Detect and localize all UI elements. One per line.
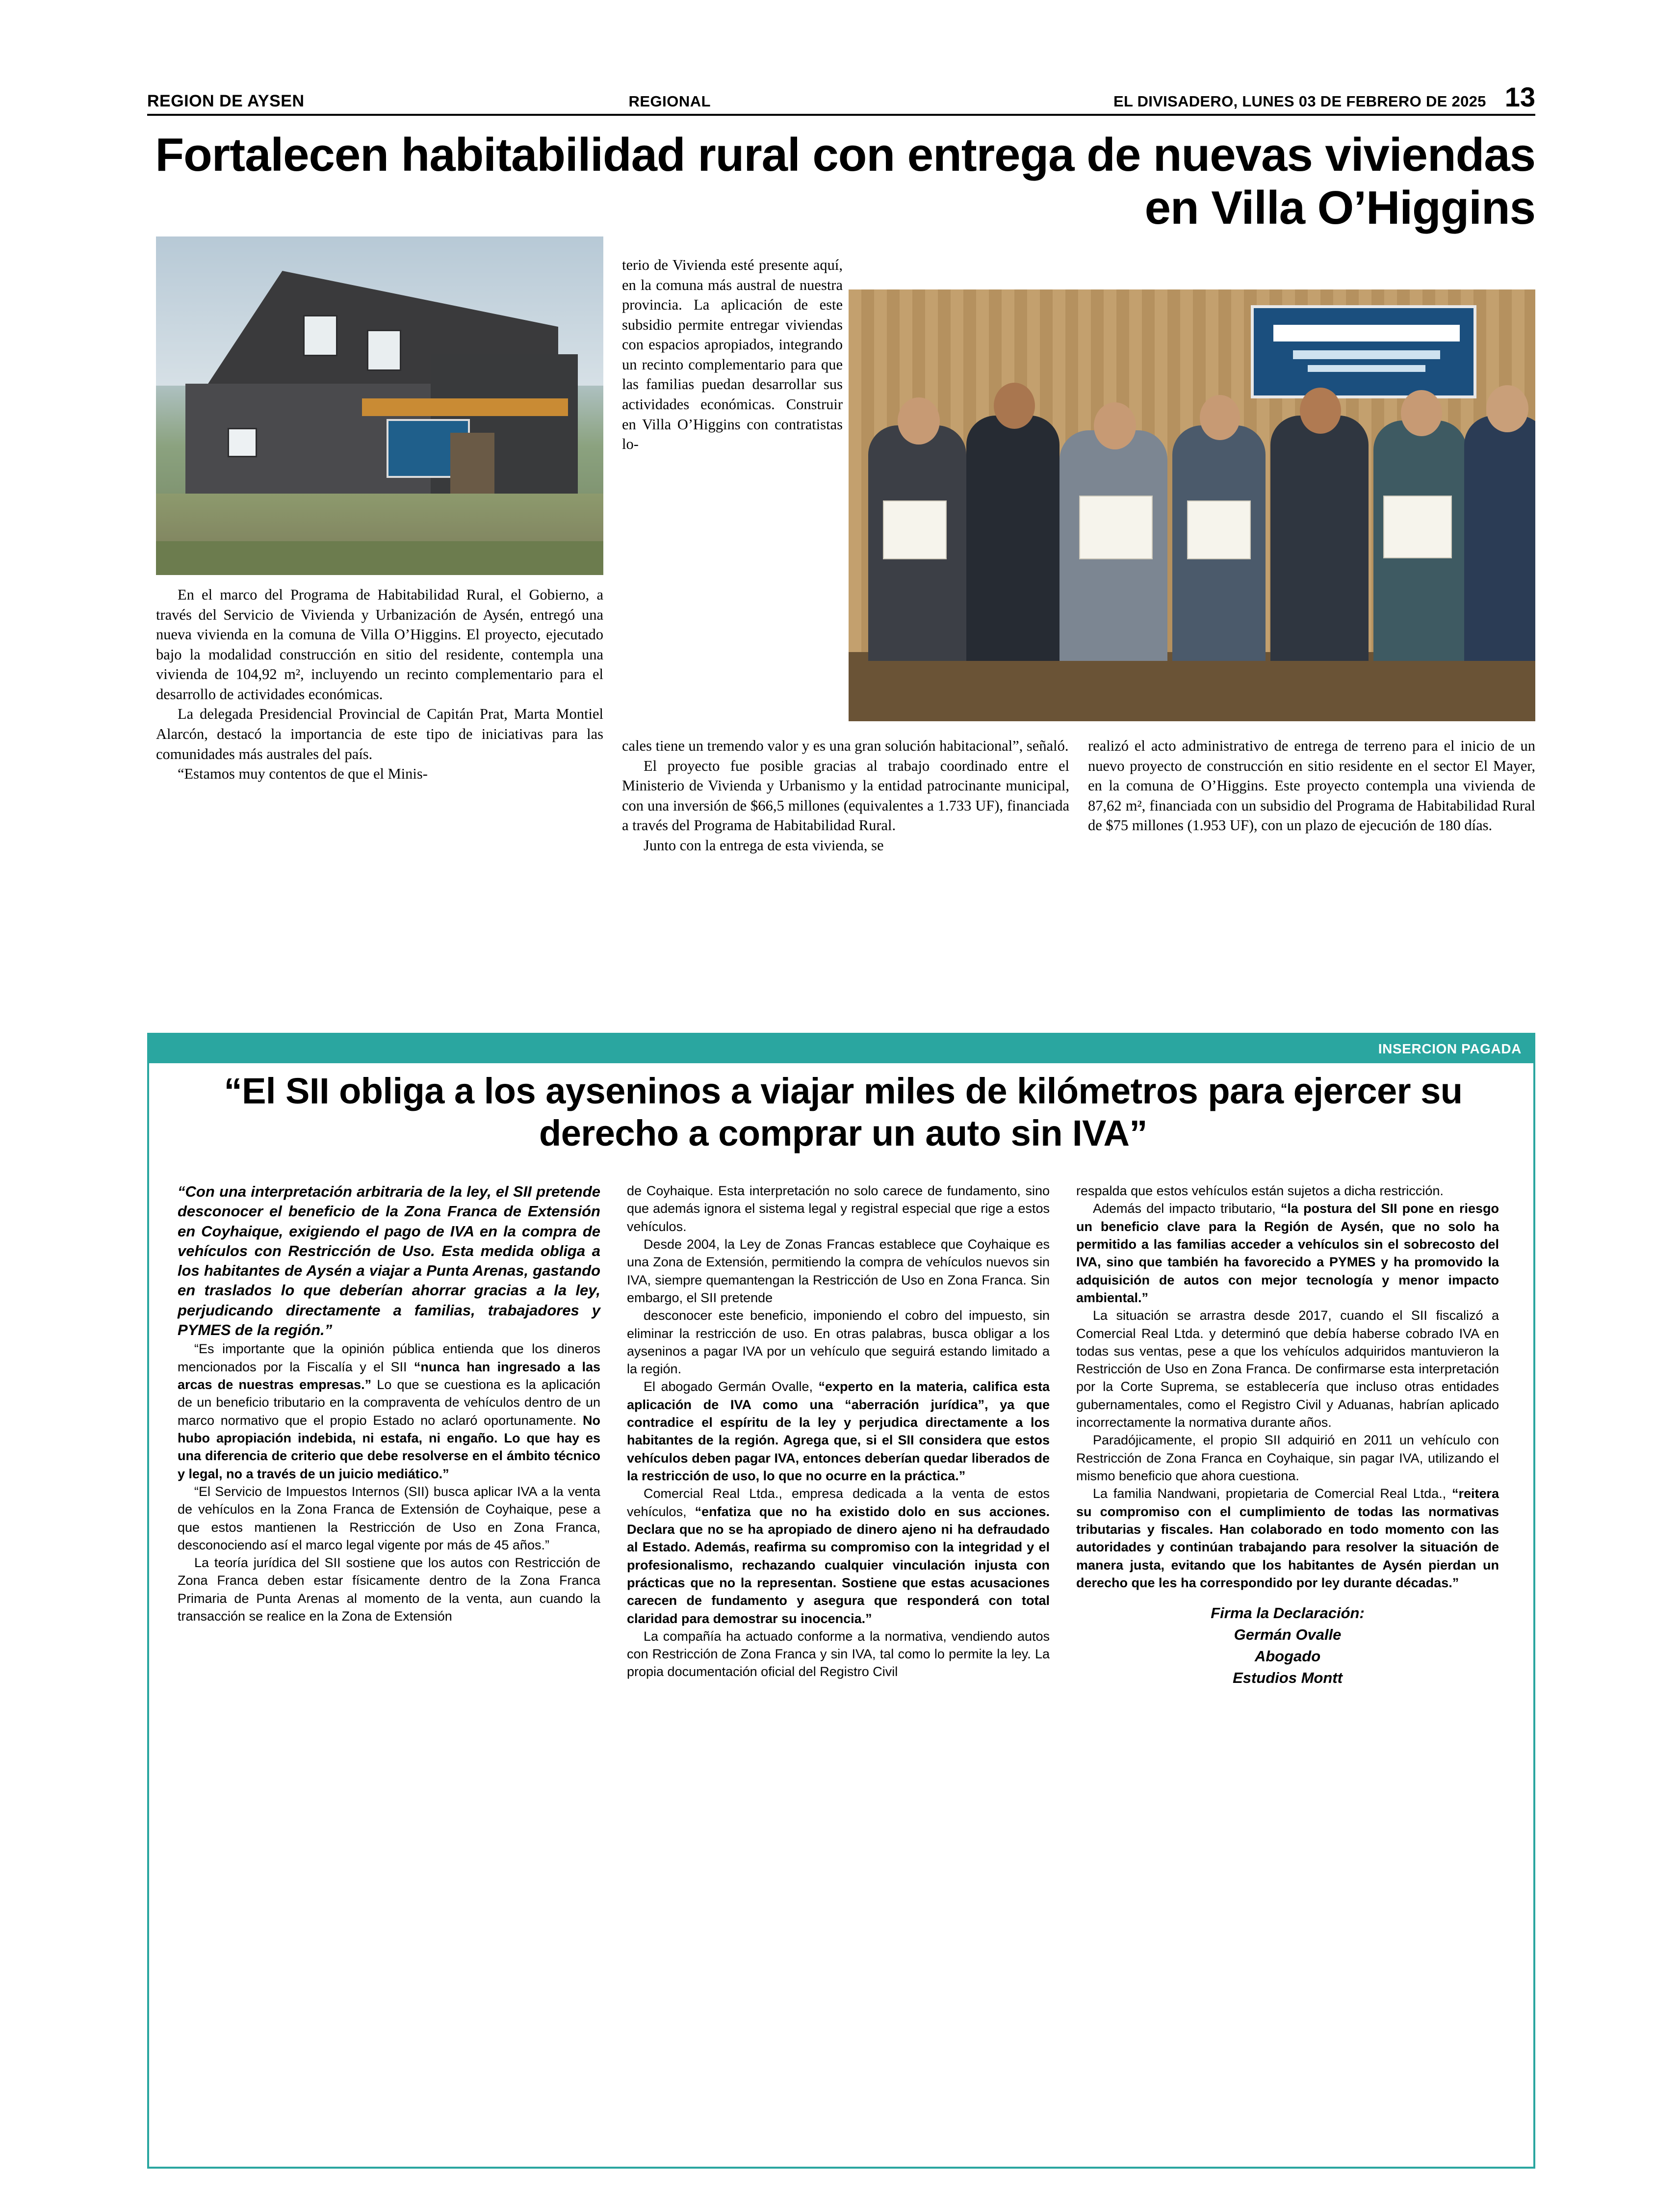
photo-window <box>303 315 337 356</box>
photo-person-head <box>1200 395 1240 440</box>
text-run: Lo que se cuestiona es la aplicación de un beneficio tributario en la compraventa de vehículos dentro de un marco normativo que el propio Estado no aclaró oportunamente. <box>178 1377 600 1428</box>
article-column-1 <box>156 585 603 784</box>
ad-column-3 <box>1076 1182 1499 2144</box>
article-column-3 <box>1088 736 1535 836</box>
photo-document <box>1079 496 1153 559</box>
paragraph: respalda que estos vehículos están sujetos a dicha restricción. <box>1076 1183 1444 1198</box>
photo-document <box>1187 500 1251 559</box>
ad-lead-paragraph: “Con una interpretación arbitraria de la ley, el SII pretende desconocer el beneficio de la Zona Franca de Extensión en Coyhaique, exigiendo el pago de IVA en la compra de vehículos con Restricción de Uso. Esta medida obliga a los habitantes de Aysén a viajar a Punta Arenas, gastando en traslados lo que deberían ahorrar gracias a la ley, perjudicando directamente a familias, trabajadores y PYMES de la región.” <box>178 1183 600 1339</box>
photo-banner-title <box>1273 325 1460 341</box>
article-column-2-top <box>622 255 843 454</box>
photo-person-head <box>898 397 940 445</box>
photo-document <box>883 500 947 559</box>
paragraph <box>1076 1200 1499 1307</box>
paragraph: desconocer este beneficio, imponiendo el cobro del impuesto, sin eliminar la restricción de uso. En otras palabras, busca obligar a los ayseninos a pagar IVA por un vehículo que seguirá estando limitado a la región. <box>627 1308 1050 1377</box>
paragraph: terio de Vivienda esté presente aquí, en la comuna más austral de nuestra provincia. La aplicación de este subsidio permite entregar viviendas con espacios apropiados, integrando un recinto complementario para que las familias puedan desarrollar sus actividades económicas. Construir en Villa O’Higgins con contratistas lo- <box>622 257 843 453</box>
photo-window <box>367 330 401 371</box>
page-title: Fortalecen habitabilidad rural con entrega de nuevas viviendas en Villa O’Higgins <box>155 129 1535 234</box>
photo-person <box>1270 416 1369 661</box>
photo-person-head <box>1401 390 1442 436</box>
text-run-bold: “la postura del SII pone en riesgo un beneficio clave para la Región de Aysén, que no solo ha permitido a las familias acceder a vehículos sin el sobrecosto del IVA, sino que también ha favorecido a PYMES y ha promovido la adquisición de autos con mejor tecnología y menor impacto ambiental.” <box>1076 1201 1499 1305</box>
photo-person-head <box>1094 402 1136 449</box>
text-run-bold: “reitera su compromiso con el cumplimiento de todas las normativas tributarias y fiscales. Han colaborado en todo momento con las autoridades y continúan trabajando para resolver la situación de manera justa, evitando que los habitantes de Aysén pierdan un derecho que les ha correspondido por ley durante décadas.” <box>1076 1486 1499 1590</box>
photo-grass <box>156 541 603 575</box>
paragraph: de Coyhaique. Esta interpretación no solo carece de fundamento, sino que además ignora el sistema legal y registral especial que rige a estos vehículos. <box>627 1183 1050 1234</box>
photo-document <box>1383 496 1452 558</box>
article-column-2 <box>622 736 1069 855</box>
group-photo <box>849 289 1535 721</box>
text-run-bold: No hubo apropiación indebida, ni estafa, ni engaño. Lo que hay es una diferencia de criterio que debe resolverse en el ámbito técnico y legal, no a través de un juicio mediático.” <box>178 1413 600 1481</box>
photo-person <box>966 416 1060 661</box>
text-run-bold: “experto en la materia, califica esta aplicación de IVA como una “aberración jurídica”, ya que contradice el espíritu de la ley y perjudica directamente a los habitantes de la región. Agrega que, si el SII considera que estos vehículos deben pagar IVA, entonces deberían quedar liberados de la restricción de uso, lo que no ocurre en la práctica.” <box>627 1379 1050 1483</box>
text-run: El abogado Germán Ovalle, <box>644 1379 819 1394</box>
paragraph <box>178 1340 600 1483</box>
paid-insertion-label: INSERCION PAGADA <box>149 1035 1533 1063</box>
paragraph <box>1076 1485 1499 1592</box>
signature-label: Firma la Declaración: <box>1211 1604 1365 1622</box>
paragraph: Paradójicamente, el propio SII adquirió en 2011 un vehículo con Restricción de Zona Franca en Coyhaique, sin pagar IVA, utilizando el mismo beneficio que ahora cuestiona. <box>1076 1433 1499 1483</box>
signature-name: Germán Ovalle <box>1234 1626 1342 1644</box>
signature-firm: Estudios Montt <box>1233 1669 1343 1687</box>
paragraph: La delegada Presidencial Provincial de Capitán Prat, Marta Montiel Alarcón, destacó la importancia de este tipo de iniciativas para las comunidades más australes del país. <box>156 706 603 762</box>
photo-person-head <box>1300 388 1341 434</box>
ad-column-1 <box>178 1182 600 2144</box>
paragraph: cales tiene un tremendo valor y es una gran solución habitacional”, señaló. <box>622 737 1069 754</box>
paragraph <box>627 1485 1050 1627</box>
photo-banner <box>1251 305 1476 398</box>
text-run: Comercial Real Ltda., empresa dedicada a la venta de estos vehículos, <box>627 1486 1050 1519</box>
ad-headline: “El SII obliga a los ayseninos a viajar miles de kilómetros para ejercer su derecho a comprar un auto sin IVA” <box>224 1071 1463 1153</box>
masthead-publication-date: EL DIVISADERO, LUNES 03 DE FEBRERO DE 2025 <box>1113 93 1486 110</box>
paragraph: En el marco del Programa de Habitabilidad Rural, el Gobierno, a través del Servicio de Vivienda y Urbanización de Aysén, entregó una nueva vivienda en la comuna de Villa O’Higgins. El proyecto, ejecutado bajo la modalidad construcción en sitio del residente, contempla una vivienda de 104,92 m², incluyendo un recinto complementario para el desarrollo de actividades económicas. <box>156 586 603 703</box>
paragraph: El proyecto fue posible gracias al trabajo coordinado entre el Ministerio de Vivienda y Urbanismo y la entidad patrocinante municipal, con una inversión de $66,5 millones (equivalentes a 1.733 UF), financiada a través del Programa de Habitabilidad Rural. <box>622 757 1069 834</box>
photo-window <box>228 428 257 457</box>
ad-column-2 <box>627 1182 1050 2144</box>
paragraph: “Estamos muy contentos de que el Minis- <box>178 765 428 783</box>
photo-floor <box>849 652 1535 721</box>
text-run: Además del impacto tributario, <box>1093 1201 1281 1216</box>
paragraph: Junto con la entrega de esta vivienda, se <box>644 837 884 854</box>
paid-insertion-box <box>147 1033 1535 2169</box>
masthead-section-left: REGION DE AYSEN <box>147 92 305 110</box>
signature-role: Abogado <box>1254 1648 1321 1665</box>
photo-person-head <box>994 383 1035 429</box>
page-number: 13 <box>1504 81 1535 112</box>
paragraph: La situación se arrastra desde 2017, cuando el SII fiscalizó a Comercial Real Ltda. y determinó que debía haberse cobrado IVA en todas sus ventas, pese a que los vehículos adquiridos mantuvieron la Restricción de Uso en Zona Franca. De confirmarse esta interpretación por la Corte Suprema, se establecería que incluso otras entidades gubernamentales, como el Registro Civil y Aduanas, habrían aplicado incorrectamente la normativa durante años. <box>1076 1308 1499 1430</box>
text-run: La familia Nandwani, propietaria de Comercial Real Ltda., <box>1093 1486 1452 1501</box>
text-run-bold: “enfatiza que no ha existido dolo en sus acciones. Declara que no se ha apropiado de dinero ajeno ni ha defraudado al Estado. Además, reafirma su compromiso con la integridad y el profesionalismo, rechazando cualquier vinculación injusta con prácticas que no la representan. Sostiene que estas acusaciones carecen de fundamento y asegura que responderá con total claridad para demostrar su inocencia.” <box>627 1504 1050 1626</box>
paragraph: Desde 2004, la Ley de Zonas Francas establece que Coyhaique es una Zona de Extensión, permitiendo la compra de vehículos nuevos sin IVA, siempre quemantengan la Restricción de Uso en Zona Franca. Sin embargo, el SII pretende <box>627 1236 1050 1305</box>
paragraph <box>627 1378 1050 1485</box>
paragraph: La teoría jurídica del SII sostiene que los autos con Restricción de Zona Franca deben estar físicamente dentro de la Zona Franca Primaria de Punta Arenas al momento de la venta, aun cuando la transacción se realice en la Zona de Extensión <box>178 1555 600 1624</box>
photo-person-head <box>1486 385 1528 432</box>
photo-banner-subtitle <box>1293 350 1440 359</box>
masthead <box>147 81 1535 113</box>
text-run: “Es importante que la opinión pública entienda que los dineros mencionados por la Fiscalía y el SII <box>178 1341 600 1374</box>
paragraph: La compañía ha actuado conforme a la normativa, vendiendo autos con Restricción de Zona Franca y sin IVA, tal como lo permite la ley. La propia documentación oficial del Registro Civil <box>627 1628 1050 1679</box>
house-photo <box>156 236 603 575</box>
signature-block <box>1076 1602 1499 1689</box>
ad-columns <box>178 1182 1510 2144</box>
masthead-section-center: REGIONAL <box>628 93 711 110</box>
photo-banner-subtitle-2 <box>1308 365 1425 372</box>
text-run-bold: “nunca han ingresado a las arcas de nuestras empresas.” <box>178 1359 600 1392</box>
photo-awning <box>362 398 568 416</box>
paragraph: realizó el acto administrativo de entrega de terreno para el inicio de un nuevo proyecto de construcción en sitio residente en el sector El Mayer, en la comuna de O’Higgins. Este proyecto contempla una vivienda de 87,62 m², financiada con un subsidio del Programa de Habitabilidad Rural de $75 millones (1.953 UF), con un plazo de ejecución de 180 días. <box>1088 737 1535 834</box>
photo-person <box>1464 416 1535 661</box>
paragraph: “El Servicio de Impuestos Internos (SII) busca aplicar IVA a la venta de vehículos en la Zona Franca de Extensión de Coyhaique, pese a que estos mantienen la Restricción de Uso en Zona Franca, desconociendo así el marco legal vigente por más de 45 años.” <box>178 1484 600 1552</box>
masthead-divider <box>147 114 1535 116</box>
